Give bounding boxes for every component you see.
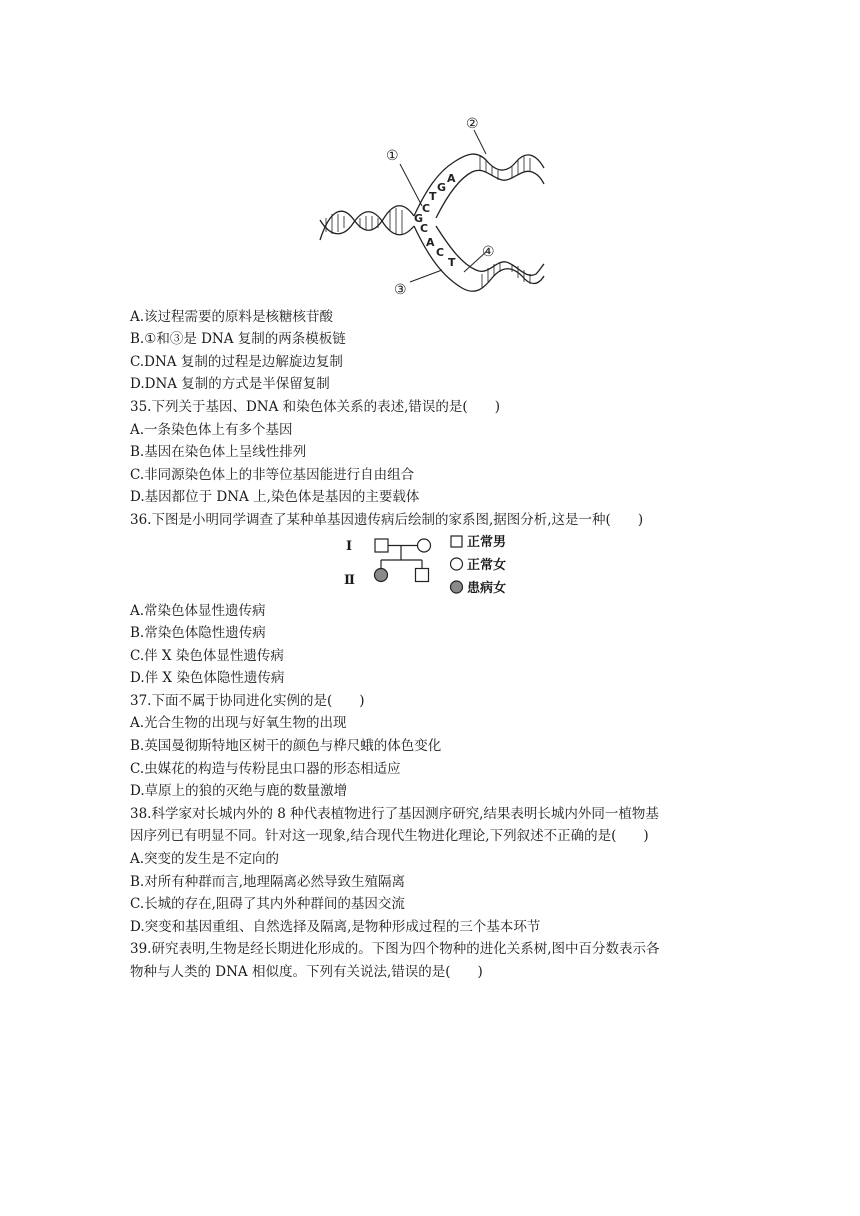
q34-option-d: D.DNA 复制的方式是半保留复制	[130, 376, 330, 392]
son-normal-male	[416, 569, 429, 582]
q35-option-d: D.基因都位于 DNA 上,染色体是基因的主要载体	[130, 489, 420, 505]
q34-option-b: B.①和③是 DNA 复制的两条模板链	[130, 331, 346, 347]
q35-option-c: C.非同源染色体上的非等位基因能进行自由组合	[130, 467, 415, 483]
parental-strand-2	[320, 212, 414, 235]
q39-stem-line-1: 39.研究表明,生物是经长期进化形成的。下图为四个物种的进化关系树,图中百分数表示各	[130, 941, 660, 957]
marker-3: ③	[394, 282, 407, 298]
q37-option-a: A.光合生物的出现与好氧生物的出现	[130, 715, 347, 731]
base-1: A	[447, 172, 456, 185]
q36-option-b: B.常染色体隐性遗传病	[130, 625, 266, 641]
marker-2: ②	[466, 116, 479, 132]
q38-option-b: B.对所有种群而言,地理隔离必然导致生殖隔离	[130, 874, 406, 890]
base-6: C	[420, 222, 429, 235]
q38-option-c: C.长城的存在,阻碍了其内外种群间的基因交流	[130, 896, 405, 912]
generation-1-label: Ⅰ	[346, 539, 353, 554]
legend-affected-female: 患病女	[467, 581, 507, 596]
generation-2-label: Ⅱ	[344, 573, 355, 588]
legend-normal-female: 正常女	[467, 558, 507, 573]
q36-stem: 36.下图是小明同学调查了某种单基因遗传病后绘制的家系图,据图分析,这是一种( )	[130, 512, 644, 528]
base-2: T	[429, 190, 437, 203]
q38-stem-line-2: 因序列已有明显不同。针对这一现象,结合现代生物进化理论,下列叙述不正确的是( )	[130, 828, 649, 844]
legend-male-icon	[451, 536, 462, 547]
father-normal-male	[375, 539, 388, 552]
pedigree-chart	[340, 532, 540, 600]
legend-female-icon	[451, 558, 463, 570]
base-8: C	[436, 246, 445, 259]
daughter-affected-female	[375, 569, 388, 582]
base-9: T	[448, 256, 456, 269]
q36-option-c: C.伴 X 染色体显性遗传病	[130, 648, 284, 664]
base-5: G	[414, 212, 424, 225]
q34-option-c: C.DNA 复制的过程是边解旋边复制	[130, 354, 343, 370]
base-7: A	[426, 236, 435, 249]
mother-normal-female	[418, 539, 431, 552]
q34-option-a: A.该过程需要的原料是核糖核苷酸	[130, 309, 334, 325]
legend-normal-male: 正常男	[467, 535, 507, 550]
q35-option-b: B.基因在染色体上呈线性排列	[130, 444, 307, 460]
base-4: C	[422, 202, 431, 215]
q37-stem: 37.下面不属于协同进化实例的是( )	[130, 693, 365, 709]
leader-3	[410, 270, 442, 282]
strand-1	[414, 154, 544, 216]
legend-affected-female-icon	[451, 581, 463, 593]
marker-4: ④	[482, 244, 495, 260]
dna-replication-figure	[316, 110, 546, 300]
leader-1	[400, 164, 422, 206]
q37-option-d: D.草原上的狼的灭绝与鹿的数量激增	[130, 783, 348, 799]
q35-option-a: A.一条染色体上有多个基因	[130, 422, 293, 438]
q38-option-a: A.突变的发生是不定向的	[130, 851, 280, 867]
q36-option-a: A.常染色体显性遗传病	[130, 603, 266, 619]
base-3: G	[437, 181, 447, 194]
q35-stem: 35.下列关于基因、DNA 和染色体关系的表述,错误的是( )	[130, 399, 500, 415]
marker-1: ①	[386, 148, 399, 164]
q38-stem-line-1: 38.科学家对长城内外的 8 种代表植物进行了基因测序研究,结果表明长城内外同一植物基	[130, 806, 659, 822]
q36-option-d: D.伴 X 染色体隐性遗传病	[130, 670, 285, 686]
q38-option-d: D.突变和基因重组、自然选择及隔离,是物种形成过程的三个基本环节	[130, 919, 541, 935]
q39-stem-line-2: 物种与人类的 DNA 相似度。下列有关说法,错误的是( )	[130, 964, 483, 980]
q37-option-c: C.虫媒花的构造与传粉昆虫口器的形态相适应	[130, 761, 401, 777]
leader-2	[474, 130, 486, 154]
q37-option-b: B.英国曼彻斯特地区树干的颜色与桦尺蛾的体色变化	[130, 738, 442, 754]
